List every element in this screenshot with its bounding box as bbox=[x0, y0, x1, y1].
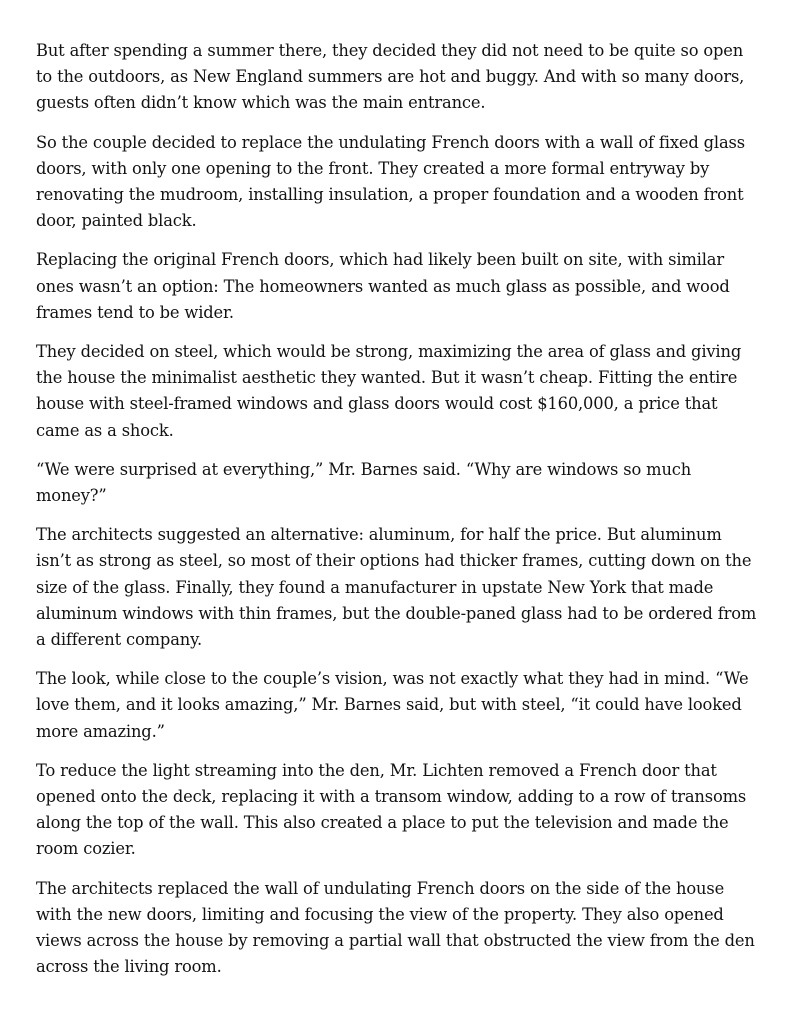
article-paragraph: “We were surprised at everything,” Mr. Barnes said. “Why are windows so much money?” bbox=[36, 459, 692, 506]
article-paragraph: Replacing the original French doors, which had likely been built on site, with similar ones wasn’t an option: The homeowners wanted as much glass as possible, and wood frames tend to be wider. bbox=[36, 250, 730, 322]
article-paragraph: The look, while close to the couple’s vision, was not exactly what they had in mind. “We love them, and it looks amazing,” Mr. Barnes said, but with steel, “it could have looked more amazing.” bbox=[36, 669, 749, 741]
article-paragraph: They decided on steel, which would be strong, maximizing the area of glass and giving the house the minimalist aesthetic they wanted. But it wasn’t cheap. Fitting the entire house with steel-framed windows and glass doors would cost $160,000, a price that came as a shock. bbox=[36, 342, 742, 440]
article-paragraph: To reduce the light streaming into the den, Mr. Lichten removed a French door that opened onto the deck, replacing it with a transom window, adding to a row of transoms along the top of the wall. This also created a place to put the television and made the room cozier. bbox=[36, 760, 747, 859]
article-body bbox=[36, 38, 758, 994]
article-paragraph: So the couple decided to replace the undulating French doors with a wall of fixed glass doors, with only one opening to the front. They created a more formal entryway by renovating the mudroom, installing insulation, a proper foundation and a wooden front door, painted black. bbox=[36, 132, 745, 231]
article-paragraph: The architects replaced the wall of undulating French doors on the side of the house with the new doors, limiting and focusing the view of the property. They also opened views across the house by removing a partial wall that obstructed the view from the den across the living room. bbox=[36, 878, 755, 977]
article-paragraph: The architects suggested an alternative: aluminum, for half the price. But aluminum isn’t as strong as steel, so most of their options had thicker frames, cutting down on the size of the glass. Finally, they found a manufacturer in upstate New York that made aluminum windows with thin frames, but the double-paned glass had to be ordered from a different company. bbox=[36, 525, 757, 650]
article-paragraph: But after spending a summer there, they decided they did not need to be quite so open to the outdoors, as New England summers are hot and buggy. And with so many doors, guests often didn’t know which was the main entrance. bbox=[36, 41, 745, 113]
